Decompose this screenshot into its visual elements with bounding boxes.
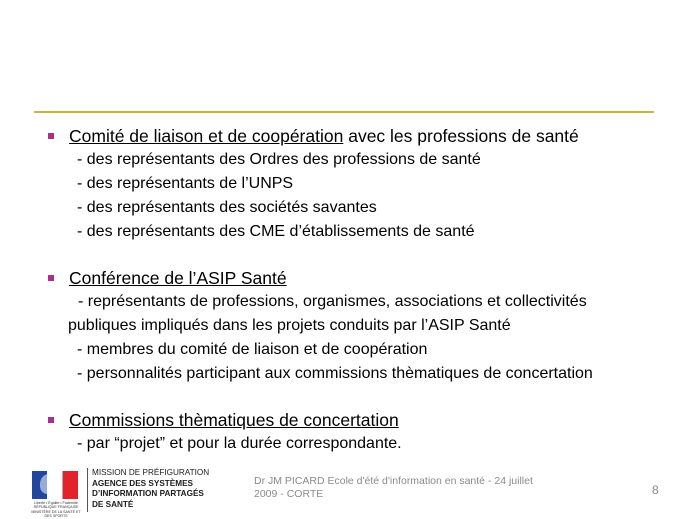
bullet-square-icon: [48, 275, 54, 281]
list-item: - par “projet” et pour la durée correspondante.: [77, 435, 402, 452]
footer-note: Dr JM PICARD Ecole d'été d'information en santé - 24 juillet 2009 - CORTE: [254, 475, 533, 500]
list-item: - représentants de professions, organismes, associations et collectivités publiques impliqués dans les projets conduits par l’ASIP Santé: [68, 293, 587, 334]
section-conference: [48, 266, 668, 386]
section-comite: [48, 124, 668, 244]
section-heading-underlined: Conférence de l’ASIP Santé: [69, 268, 287, 288]
marianne-profile-icon: [40, 474, 58, 494]
list-item: - des représentants de l’UNPS: [77, 175, 294, 192]
list-item: - des représentants des CME d’établissements de santé: [77, 223, 475, 240]
list-item: - des représentants des sociétés savantes: [77, 199, 377, 216]
bullet-square-icon: [48, 417, 54, 423]
list-item: - des représentants des Ordres des professions de santé: [77, 151, 481, 168]
section-commissions: [48, 408, 668, 456]
section-heading-underlined: Commissions thèmatiques de concertation: [69, 410, 399, 430]
title-divider-rule: [34, 111, 654, 113]
logo-separator: [87, 468, 88, 512]
section-heading-underlined: Comité de liaison et de coopération: [69, 126, 344, 146]
list-item: - personnalités participant aux commissions thèmatiques de concertation: [77, 365, 593, 382]
slide-footer: [0, 462, 689, 517]
slide-content: [48, 124, 668, 478]
bullet-square-icon: [48, 133, 54, 139]
page-number: 8: [652, 483, 659, 497]
agency-logo-text: MISSION DE PRÉFIGURATION AGENCE DES SYSTÈMES D’INFORMATION PARTAGÉS DE SANTÉ: [92, 468, 210, 509]
section-heading: [48, 408, 668, 432]
list-item: - membres du comité de liaison et de coopération: [77, 341, 428, 358]
republic-caption: Liberté • Égalité • Fraternité RÉPUBLIQUE FRANÇAISE MINISTÈRE DE LA SANTÉ ET DES SPORTS: [31, 501, 81, 519]
section-heading: [48, 124, 668, 148]
section-heading: [48, 266, 668, 290]
section-heading-rest: avec les professions de santé: [343, 126, 579, 146]
